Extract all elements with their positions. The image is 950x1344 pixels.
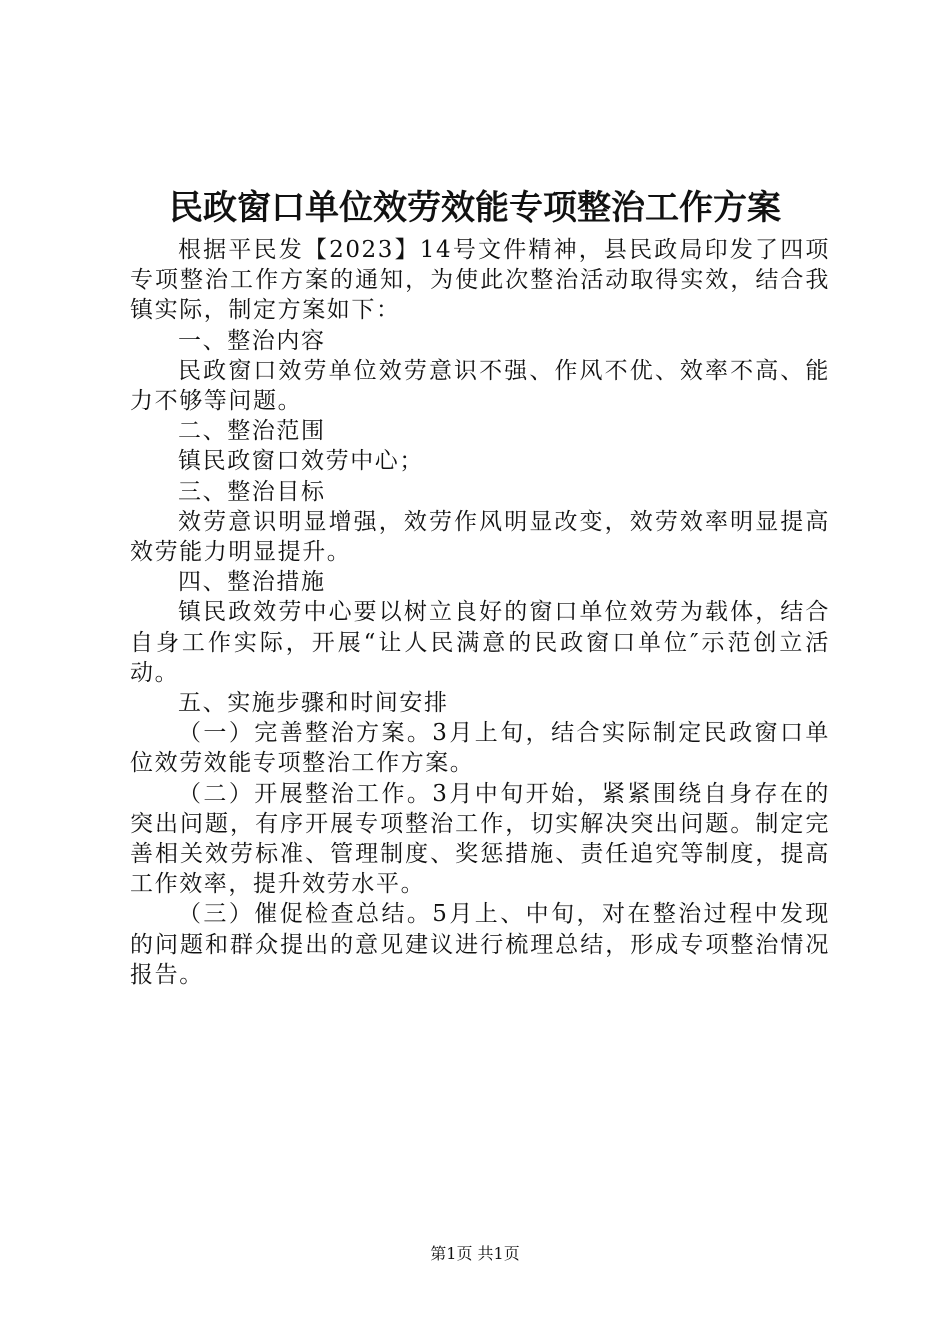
paragraph-scope: 镇民政窗口效劳中心；: [178, 448, 424, 475]
document-body: [130, 235, 830, 990]
page-footer: 第1页 共1页: [430, 1244, 520, 1263]
paragraph-content: 民政窗口效劳单位效劳意识不强、作风不优、效率不高、能力不够等问题。: [130, 357, 830, 415]
heading-content: 一、整治内容: [178, 327, 326, 354]
paragraph-step-2: （二）开展整治工作。3月中旬开始，紧紧围绕自身存在的突出问题，有序开展专项整治工作，切实解决突出问题。制定完善相关效劳标准、管理制度、奖惩措施、责任追究等制度，提高工作效率，提升效劳水平。: [130, 780, 830, 898]
paragraph-measures: 镇民政效劳中心要以树立良好的窗口单位效劳为载体，结合自身工作实际，开展“让人民满意的民政窗口单位″示范创立活动。: [130, 599, 830, 686]
heading-scope: 二、整治范围: [178, 418, 326, 445]
paragraph-goals: 效劳意识明显增强，效劳作风明显改变，效劳效率明显提高效劳能力明显提升。: [130, 508, 830, 566]
heading-schedule: 五、实施步骤和时间安排: [178, 690, 449, 717]
heading-goals: 三、整治目标: [178, 478, 326, 505]
heading-measures: 四、整治措施: [178, 569, 326, 596]
document-title: 民政窗口单位效劳效能专项整治工作方案: [169, 188, 781, 228]
paragraph-step-3: （三）催促检查总结。5月上、中旬，对在整治过程中发现的问题和群众提出的意见建议进行梳理总结，形成专项整治情况报告。: [130, 901, 830, 988]
paragraph-intro: 根据平民发【2023】14号文件精神，县民政局印发了四项专项整治工作方案的通知，为使此次整治活动取得实效，结合我镇实际，制定方案如下：: [130, 237, 830, 324]
paragraph-step-1: （一）完善整治方案。3月上旬，结合实际制定民政窗口单位效劳效能专项整治工作方案。: [130, 720, 830, 777]
